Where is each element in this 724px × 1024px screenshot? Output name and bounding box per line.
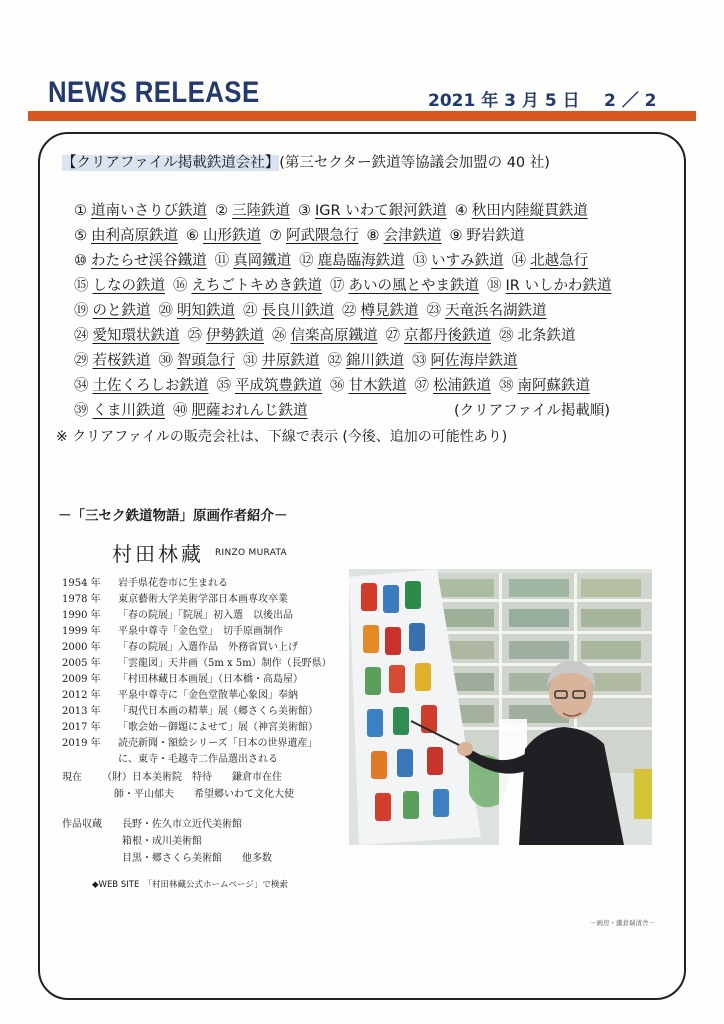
company-number: ㊴ — [74, 403, 89, 419]
company-number: ⑲ — [74, 303, 89, 319]
company-number: ⑩ — [74, 253, 87, 269]
company-row — [74, 349, 634, 374]
company-row — [74, 224, 634, 249]
company-item: 信楽高原鐵道 — [290, 328, 378, 344]
bio-text: 「春の院展」「院展」初入選 以後出品 — [118, 610, 293, 621]
company-item: IR いしかわ鉄道 — [505, 278, 612, 294]
company-number: ① — [74, 203, 87, 219]
collection-label: 作品収蔵 — [62, 819, 102, 830]
company-item: IGR いわて銀河鉄道 — [315, 203, 447, 219]
bio-text: 平泉中尊寺「金色堂」 切手原画制作 — [118, 626, 283, 637]
company-number: ⑧ — [366, 228, 380, 244]
bio-row — [62, 576, 352, 592]
company-item: 智頭急行 — [177, 353, 235, 369]
bio-year: 2017 年 — [62, 722, 101, 733]
company-item: 長良川鉄道 — [261, 303, 334, 319]
company-row — [74, 399, 634, 424]
bio-row — [62, 688, 352, 704]
company-number: ⑫ — [299, 253, 314, 269]
company-number: ㉓ — [426, 303, 441, 319]
artist-biography — [62, 576, 352, 768]
artist-section-title: －「三セク鉄道物語」原画作者紹介－ — [58, 508, 288, 524]
company-item: いすみ鉄道 — [431, 253, 504, 269]
company-item: 井原鉄道 — [261, 353, 320, 369]
company-number: ㉕ — [187, 328, 202, 344]
bio-year: 2012 年 — [62, 690, 101, 701]
artist-name: 村田林藏 — [112, 542, 204, 566]
company-item: 鹿島臨海鉄道 — [317, 253, 405, 269]
company-item: 北条鉄道 — [517, 328, 576, 344]
bio-text: 東京藝術大学美術学部日本画専攻卒業 — [118, 594, 288, 605]
company-list-heading-label: 【クリアファイル掲載鉄道会社】 — [62, 155, 280, 171]
company-number: ㉜ — [327, 353, 342, 369]
company-number: ⑬ — [412, 253, 428, 269]
company-number: ㊵ — [173, 403, 188, 419]
company-item: 天竜浜名湖鉄道 — [445, 303, 547, 319]
company-item: 樽見鉄道 — [360, 303, 419, 319]
company-item: わたらせ渓谷鐵道 — [91, 253, 207, 269]
release-date: 2021 年 3 月 5 日 — [428, 91, 580, 111]
website-note: ◆WEB SITE 「村田林藏公式ホームページ」で検索 — [92, 880, 288, 890]
news-release-title: NEWS RELEASE — [48, 76, 260, 109]
company-number: ⑯ — [173, 278, 188, 294]
artist-collections — [62, 816, 272, 867]
company-item: 阿武隈急行 — [286, 228, 359, 244]
current-line-2: 師・平山郁夫 希望郷いわて文化大使 — [114, 789, 294, 800]
collection-item: 箱根・成川美術館 — [122, 836, 202, 847]
bio-row — [62, 704, 352, 720]
bio-year: 1990 年 — [62, 610, 101, 621]
company-item: くま川鉄道 — [92, 403, 165, 419]
company-number: ㉙ — [74, 353, 89, 369]
artist-name-romaji: RINZO MURATA — [215, 548, 288, 558]
company-item: 阿佐海岸鉄道 — [430, 353, 518, 369]
bio-row — [62, 640, 352, 656]
company-number: ⑨ — [449, 228, 463, 244]
company-number: ㊲ — [414, 378, 429, 394]
bio-year: 2005 年 — [62, 658, 101, 669]
company-item: えちごトキめき鉄道 — [191, 278, 322, 294]
company-number: ㉖ — [272, 328, 287, 344]
company-number: ㉝ — [412, 353, 427, 369]
company-item: 会津鉄道 — [383, 228, 442, 244]
bio-text: 「歌会始－御題によせて」展（神宮美術館） — [118, 722, 318, 733]
company-item: 南阿蘇鉄道 — [517, 378, 590, 394]
company-number: ⑭ — [511, 253, 527, 269]
company-row — [74, 299, 634, 324]
bio-text: 「現代日本画の精華」展（郷さくら美術館） — [118, 706, 318, 717]
company-number: ㉑ — [243, 303, 258, 319]
company-number: ⑥ — [186, 228, 199, 244]
company-item: 野岩鉄道 — [466, 228, 525, 244]
company-item: 甘木鉄道 — [348, 378, 407, 394]
artist-current-status — [62, 769, 294, 803]
company-item: 平成筑豊鉄道 — [235, 378, 322, 394]
company-number: ㊳ — [499, 378, 514, 394]
bio-text: 「春の院展」入選作品 外務省買い上げ — [118, 642, 298, 653]
company-item: 明知鉄道 — [177, 303, 235, 319]
bio-row — [62, 656, 352, 672]
company-item: 北越急行 — [530, 253, 589, 269]
company-item: 肥薩おれんじ鉄道 — [191, 403, 308, 419]
railway-company-list — [74, 199, 634, 424]
company-item: しなの鉄道 — [92, 278, 165, 294]
company-number: ㉞ — [74, 378, 89, 394]
bio-year: 2000 年 — [62, 642, 101, 653]
company-number: ㉟ — [216, 378, 231, 394]
company-item: 土佐くろしお鉄道 — [92, 378, 209, 394]
company-item: あいの風とやま鉄道 — [348, 278, 479, 294]
company-number: ⑮ — [74, 278, 89, 294]
company-number: ⑦ — [269, 228, 282, 244]
photo-credit: －画房・鎌倉瑞清舎－ — [590, 919, 655, 927]
current-line-1: （財）日本美術院 特待 鎌倉市在住 — [102, 772, 282, 783]
company-row — [74, 324, 634, 349]
company-number: ㉘ — [499, 328, 514, 344]
company-row — [74, 274, 634, 299]
bio-row — [62, 592, 352, 608]
company-item: 秋田内陸縦貫鉄道 — [471, 203, 588, 219]
company-number: ② — [215, 203, 228, 219]
company-number: ㉛ — [243, 353, 258, 369]
bio-row — [62, 672, 352, 688]
bio-row — [62, 624, 352, 640]
company-item: 京都丹後鉄道 — [404, 328, 491, 344]
company-number: ⑱ — [487, 278, 502, 294]
bio-year: 2009 年 — [62, 674, 101, 685]
company-number: ④ — [454, 203, 468, 219]
bio-year: 2019 年 — [62, 738, 101, 749]
company-item: 愛知環状鉄道 — [92, 328, 180, 344]
company-number: ㉚ — [158, 353, 173, 369]
bio-text: 「雲龍図」天井画（5m x 5m）制作（長野県） — [118, 658, 332, 669]
company-row — [74, 199, 634, 224]
company-number: ③ — [298, 203, 311, 219]
company-row — [74, 249, 634, 274]
collection-item: 目黒・郷さくら美術館 他多数 — [122, 853, 272, 864]
artist-painting-photo — [349, 569, 652, 845]
company-number: ㉗ — [385, 328, 400, 344]
company-item: のと鉄道 — [92, 303, 151, 319]
bio-year: 1999 年 — [62, 626, 101, 637]
bio-row — [62, 736, 352, 752]
bio-continuation: に、東寺・毛越寺二作品選出される — [118, 754, 278, 765]
company-row — [74, 374, 634, 399]
company-item: 若桜鉄道 — [92, 353, 151, 369]
company-item: 錦川鉄道 — [346, 353, 404, 369]
company-item: 三陸鉄道 — [232, 203, 290, 219]
bio-text: 岩手県花巻市に生まれる — [118, 578, 228, 589]
company-number: ⑪ — [214, 253, 230, 269]
company-list-heading — [62, 151, 550, 172]
company-item: 伊勢鉄道 — [206, 328, 264, 344]
company-item: 由利高原鉄道 — [91, 228, 178, 244]
company-number: ⑰ — [330, 278, 345, 294]
collection-item: 長野・佐久市立近代美術館 — [122, 819, 242, 830]
company-number: ㉒ — [342, 303, 357, 319]
company-item: 松浦鉄道 — [433, 378, 491, 394]
company-list-heading-note: (第三セクター鉄道等協議会加盟の 40 社) — [279, 155, 550, 171]
bio-row — [62, 608, 352, 624]
current-label: 現在 — [62, 772, 82, 783]
bio-year: 1978 年 — [62, 594, 101, 605]
company-item: 真岡鐵道 — [233, 253, 292, 269]
company-number: ⑳ — [158, 303, 173, 319]
bio-text: 平泉中尊寺に「金色堂散華心象図」奉納 — [118, 690, 298, 701]
listing-order-note: (クリアファイル掲載順) — [454, 403, 611, 419]
company-number: ⑤ — [74, 228, 87, 244]
bio-row — [62, 720, 352, 736]
artist-painting-illustration — [349, 569, 652, 845]
bio-text: 読売新聞・額絵シリーズ「日本の世界遺産」 — [118, 738, 318, 749]
bio-text: 「村田林藏日本画展」（日本橋・高島屋） — [118, 674, 303, 685]
bio-year: 1954 年 — [62, 578, 101, 589]
bio-year: 2013 年 — [62, 706, 101, 717]
company-item: 道南いさりび鉄道 — [91, 203, 207, 219]
company-item: 山形鉄道 — [203, 228, 261, 244]
underline-footnote: ※ クリアファイルの販売会社は、下線で表示 (今後、追加の可能性あり) — [56, 429, 508, 445]
header-divider-bar — [28, 111, 696, 121]
company-number: ㉔ — [74, 328, 89, 344]
page-number: 2 ／ 2 — [604, 91, 657, 111]
company-number: ㊱ — [330, 378, 345, 394]
